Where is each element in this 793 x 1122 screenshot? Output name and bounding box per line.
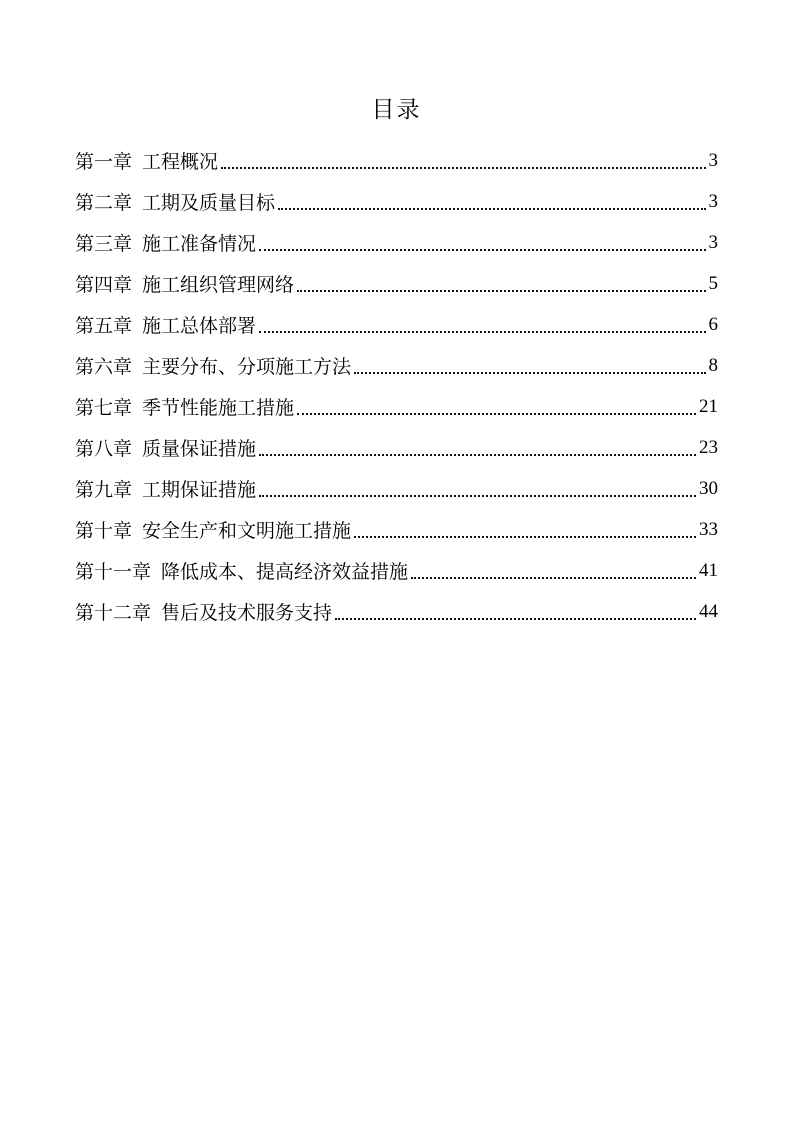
toc-entry-title: 施工组织管理网络 xyxy=(142,275,295,296)
toc-chapter-label: 第三章 xyxy=(75,234,133,255)
toc-entry[interactable] xyxy=(75,181,718,222)
toc-page-number: 41 xyxy=(699,559,718,581)
dot-leader xyxy=(259,317,705,333)
toc-entry[interactable] xyxy=(75,427,718,468)
toc-page-number: 8 xyxy=(708,354,718,376)
dot-leader xyxy=(278,194,705,210)
dot-leader xyxy=(354,358,705,374)
table-of-contents xyxy=(75,140,718,632)
toc-page-number: 3 xyxy=(708,149,718,171)
toc-entry-title: 售后及技术服务支持 xyxy=(161,603,333,624)
dot-leader xyxy=(297,276,705,292)
toc-page-number: 30 xyxy=(699,477,718,499)
dot-leader xyxy=(259,440,696,456)
toc-page-number: 33 xyxy=(699,518,718,540)
dot-leader xyxy=(259,481,696,497)
toc-chapter-label: 第八章 xyxy=(75,439,133,460)
toc-chapter-label: 第十章 xyxy=(75,521,133,542)
dot-leader xyxy=(221,153,705,169)
toc-entry-title: 主要分布、分项施工方法 xyxy=(142,357,352,378)
toc-chapter-label: 第二章 xyxy=(75,193,133,214)
toc-chapter-label: 第一章 xyxy=(75,152,133,173)
toc-entry[interactable] xyxy=(75,468,718,509)
toc-chapter-label: 第七章 xyxy=(75,398,133,419)
toc-entry[interactable] xyxy=(75,222,718,263)
toc-entry[interactable] xyxy=(75,263,718,304)
dot-leader xyxy=(354,522,696,538)
toc-page-number: 6 xyxy=(708,313,718,335)
toc-entry[interactable] xyxy=(75,591,718,632)
document-title: 目录 xyxy=(371,97,422,122)
toc-chapter-label: 第五章 xyxy=(75,316,133,337)
toc-chapter-label: 第十二章 xyxy=(75,603,152,624)
toc-entry[interactable] xyxy=(75,386,718,427)
toc-chapter-label: 第九章 xyxy=(75,480,133,501)
toc-chapter-label: 第十一章 xyxy=(75,562,152,583)
toc-page-number: 21 xyxy=(699,395,718,417)
dot-leader xyxy=(411,563,696,579)
toc-chapter-label: 第六章 xyxy=(75,357,133,378)
dot-leader xyxy=(335,604,696,620)
toc-chapter-label: 第四章 xyxy=(75,275,133,296)
toc-entry[interactable] xyxy=(75,550,718,591)
toc-entry-title: 施工总体部署 xyxy=(142,316,257,337)
toc-page-number: 44 xyxy=(699,600,718,622)
toc-entry-title: 降低成本、提高经济效益措施 xyxy=(161,562,409,583)
toc-page-number: 3 xyxy=(708,190,718,212)
toc-page-number: 23 xyxy=(699,436,718,458)
toc-page-number: 5 xyxy=(708,272,718,294)
toc-entry-title: 季节性能施工措施 xyxy=(142,398,295,419)
toc-entry-title: 工期保证措施 xyxy=(142,480,257,501)
toc-entry-title: 工程概况 xyxy=(142,152,219,173)
dot-leader xyxy=(259,235,705,251)
toc-entry-title: 工期及质量目标 xyxy=(142,193,276,214)
toc-page-number: 3 xyxy=(708,231,718,253)
toc-entry[interactable] xyxy=(75,509,718,550)
toc-entry[interactable] xyxy=(75,345,718,386)
toc-entry[interactable] xyxy=(75,304,718,345)
toc-entry-title: 安全生产和文明施工措施 xyxy=(142,521,352,542)
dot-leader xyxy=(297,399,696,415)
toc-entry-title: 质量保证措施 xyxy=(142,439,257,460)
toc-entry[interactable] xyxy=(75,140,718,181)
toc-entry-title: 施工准备情况 xyxy=(142,234,257,255)
